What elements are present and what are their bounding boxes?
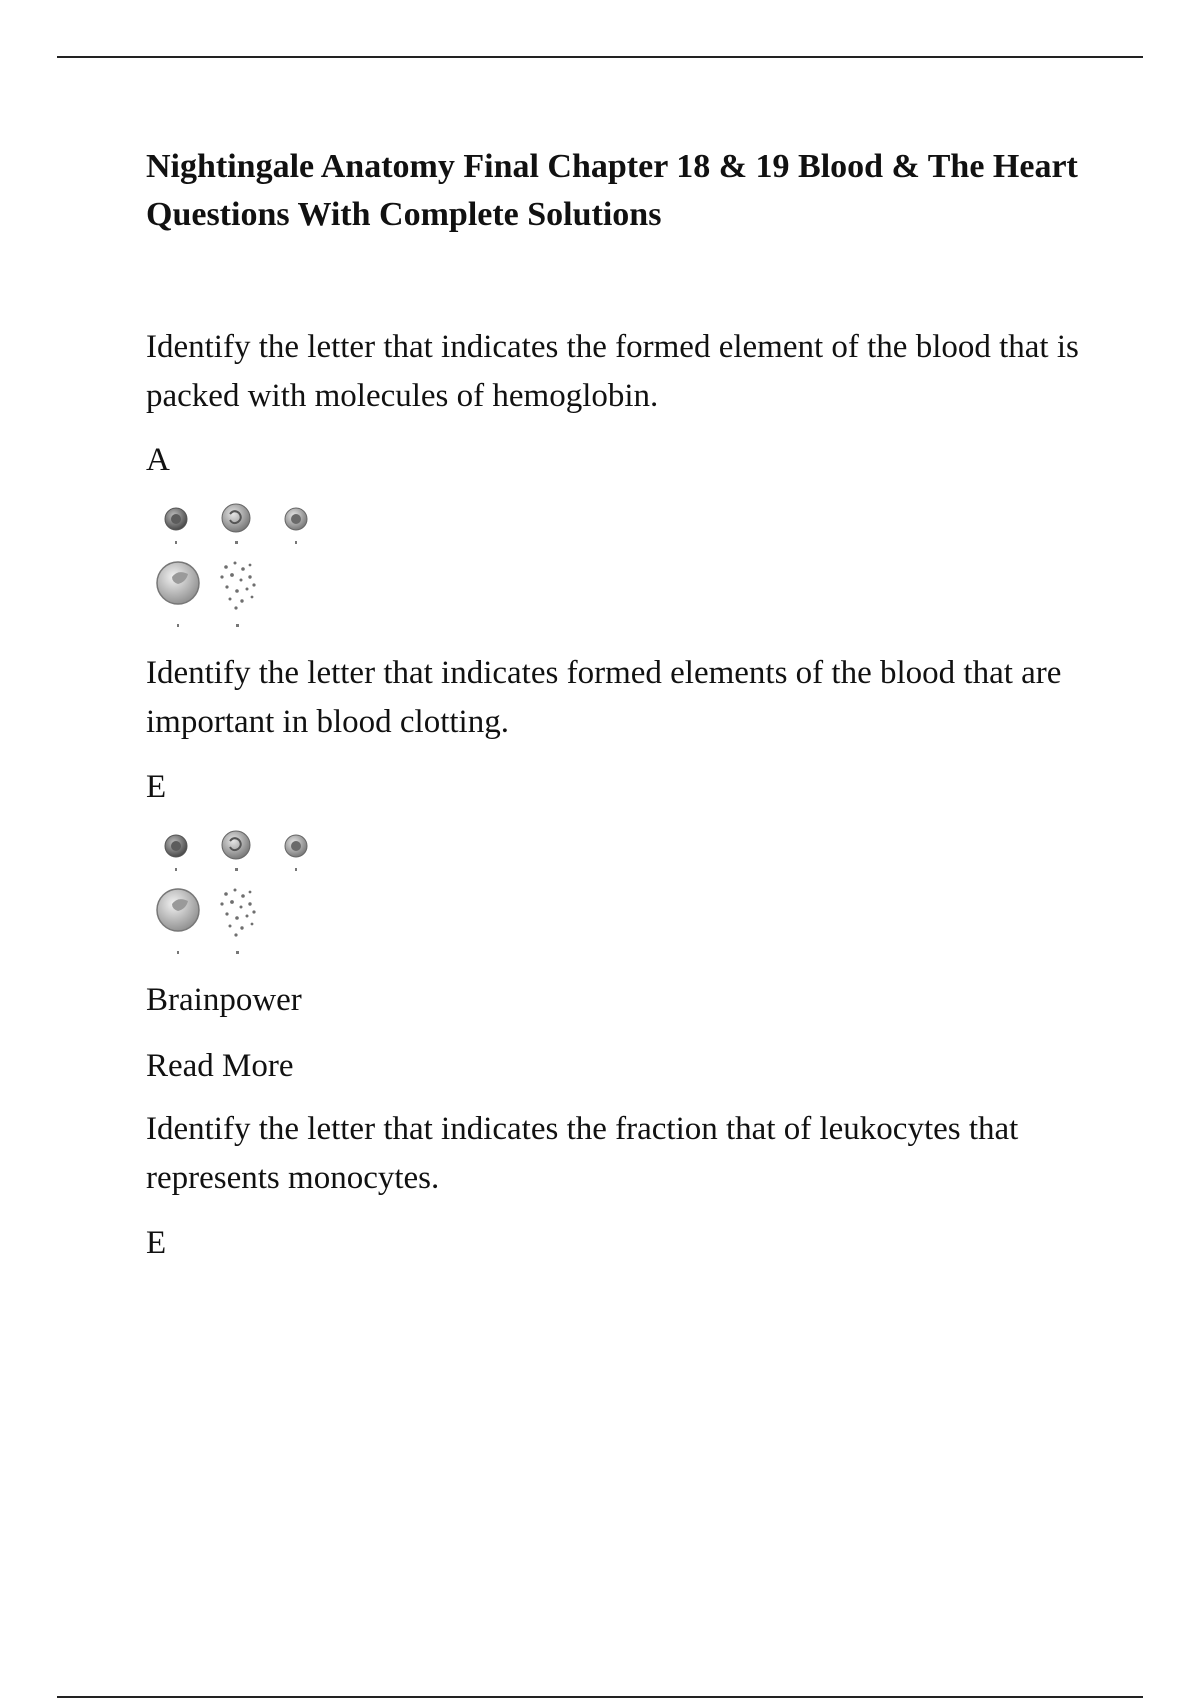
blood-cells-figure bbox=[146, 497, 316, 637]
read-more-link[interactable]: Read More bbox=[146, 1048, 294, 1084]
cell-c bbox=[285, 508, 307, 544]
question-2-prompt: Identify the letter that indicates formed elements of the blood that are important in blood clotting. bbox=[146, 655, 1062, 740]
cell-a bbox=[165, 835, 187, 871]
bottom-rule bbox=[57, 1696, 1143, 1698]
cell-b bbox=[222, 831, 250, 871]
platelets-e bbox=[220, 889, 255, 955]
cell-b bbox=[222, 504, 250, 544]
cell-a bbox=[165, 508, 187, 544]
question-1-prompt: Identify the letter that indicates the formed element of the blood that is packed with molecules of hemoglobin. bbox=[146, 329, 1079, 414]
platelets-e bbox=[220, 562, 255, 628]
cell-c bbox=[285, 835, 307, 871]
question-3-answer: E bbox=[146, 1225, 167, 1261]
blood-cells-figure-2 bbox=[146, 824, 316, 964]
document-title: Nightingale Anatomy Final Chapter 18 & 19 Blood & The Heart Questions With Complete Solutions bbox=[146, 148, 1078, 233]
question-2-answer: E bbox=[146, 769, 167, 805]
question-3-prompt: Identify the letter that indicates the fraction that of leukocytes that represents monocytes. bbox=[146, 1111, 1019, 1196]
document-body bbox=[146, 143, 1106, 1268]
cell-d bbox=[157, 562, 199, 627]
blood-cells-illustration-2 bbox=[146, 824, 316, 964]
question-1-answer: A bbox=[146, 442, 170, 478]
blood-cells-illustration bbox=[146, 497, 316, 637]
cell-d bbox=[157, 889, 199, 954]
brainpower-label: Brainpower bbox=[146, 982, 302, 1018]
top-rule bbox=[57, 56, 1143, 58]
